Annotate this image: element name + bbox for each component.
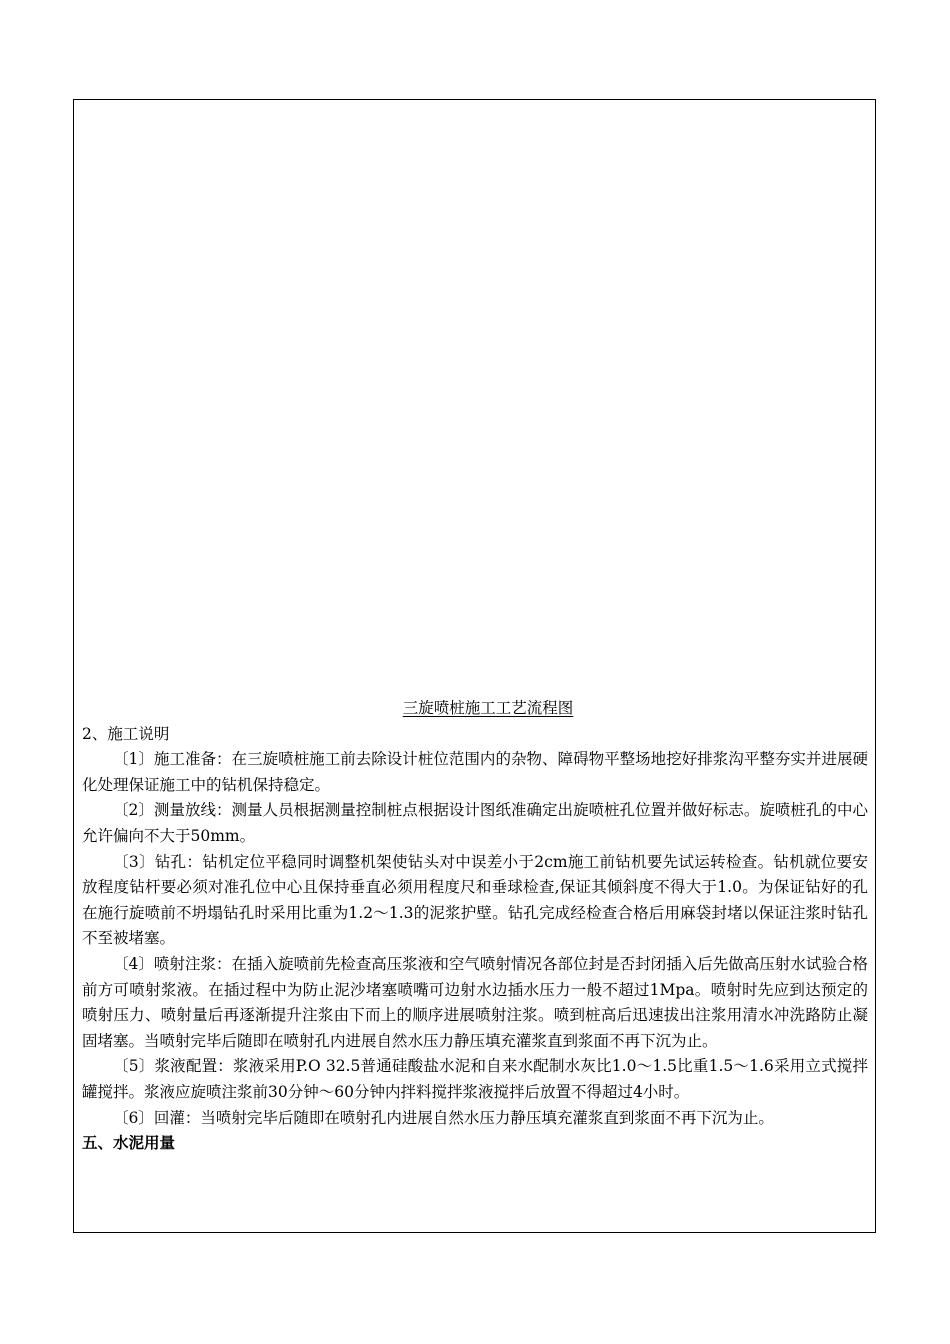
- paragraph-backfill-grouting: 〔6〕回灌：当喷射完毕后随即在喷射孔内进展自然水压力静压填充灌浆直到浆面不再下沉为止。: [113, 1108, 774, 1127]
- paragraph-drilling: 〔3〕钻孔：钻机定位平稳同时调整机架使钻头对中误差小于2cm施工前钻机要先试运转检查。钻机就位要安放程度钻杆要必须对准孔位中心且保持垂直必须用程度尺和垂球检查,保证其倾斜度不得大于1.0。为保证钻好的孔在施行旋喷前不坍塌钻孔时采用比重为1.2～1.3的泥浆护壁。钻孔完成经检查合格后用麻袋封堵以保证注浆时钻孔不至被堵塞。: [82, 852, 868, 948]
- paragraph-preparation: 〔1〕施工准备：在三旋喷桩施工前去除设计桩位范围内的杂物、障碍物平整场地挖好排浆沟平整夯实并进展硬化处理保证施工中的钻机保持稳定。: [82, 750, 868, 794]
- section-heading-cement-usage: 五、水泥用量: [82, 1134, 176, 1153]
- document-content: [82, 696, 868, 1157]
- paragraph-jet-grouting: 〔4〕喷射注浆：在插入旋喷前先检查高压浆液和空气喷射情况各部位封是否封闭插入后先做高压射水试验合格前方可喷射浆液。在插过程中为防止泥沙堵塞喷嘴可边射水边插水压力一般不超过1Mpa。喷射时先应到达预定的喷射压力、喷射量后再逐渐提升注浆由下而上的顺序进展喷射注浆。喷到桩高后迅速拔出注浆用清水冲洗路防止凝固堵塞。当喷射完毕后随即在喷射孔内进展自然水压力静压填充灌浆直到浆面不再下沉为止。: [82, 954, 868, 1050]
- figure-caption: 三旋喷桩施工工艺流程图: [402, 699, 574, 717]
- paragraph-slurry-preparation: 〔5〕浆液配置：浆液采用P.O 32.5普通硅酸盐水泥和自来水配制水灰比1.0～1.5比重1.5～1.6采用立式搅拌罐搅拌。浆液应旋喷注浆前30分钟～60分钟内拌料搅拌浆液搅拌后放置不得超过4小时。: [82, 1057, 868, 1101]
- section-heading-construction-notes: 2、施工说明: [82, 724, 170, 743]
- paragraph-survey: 〔2〕测量放线：测量人员根据测量控制桩点根据设计图纸准确定出旋喷桩孔位置并做好标志。旋喷桩孔的中心允许偏向不大于50mm。: [82, 801, 868, 845]
